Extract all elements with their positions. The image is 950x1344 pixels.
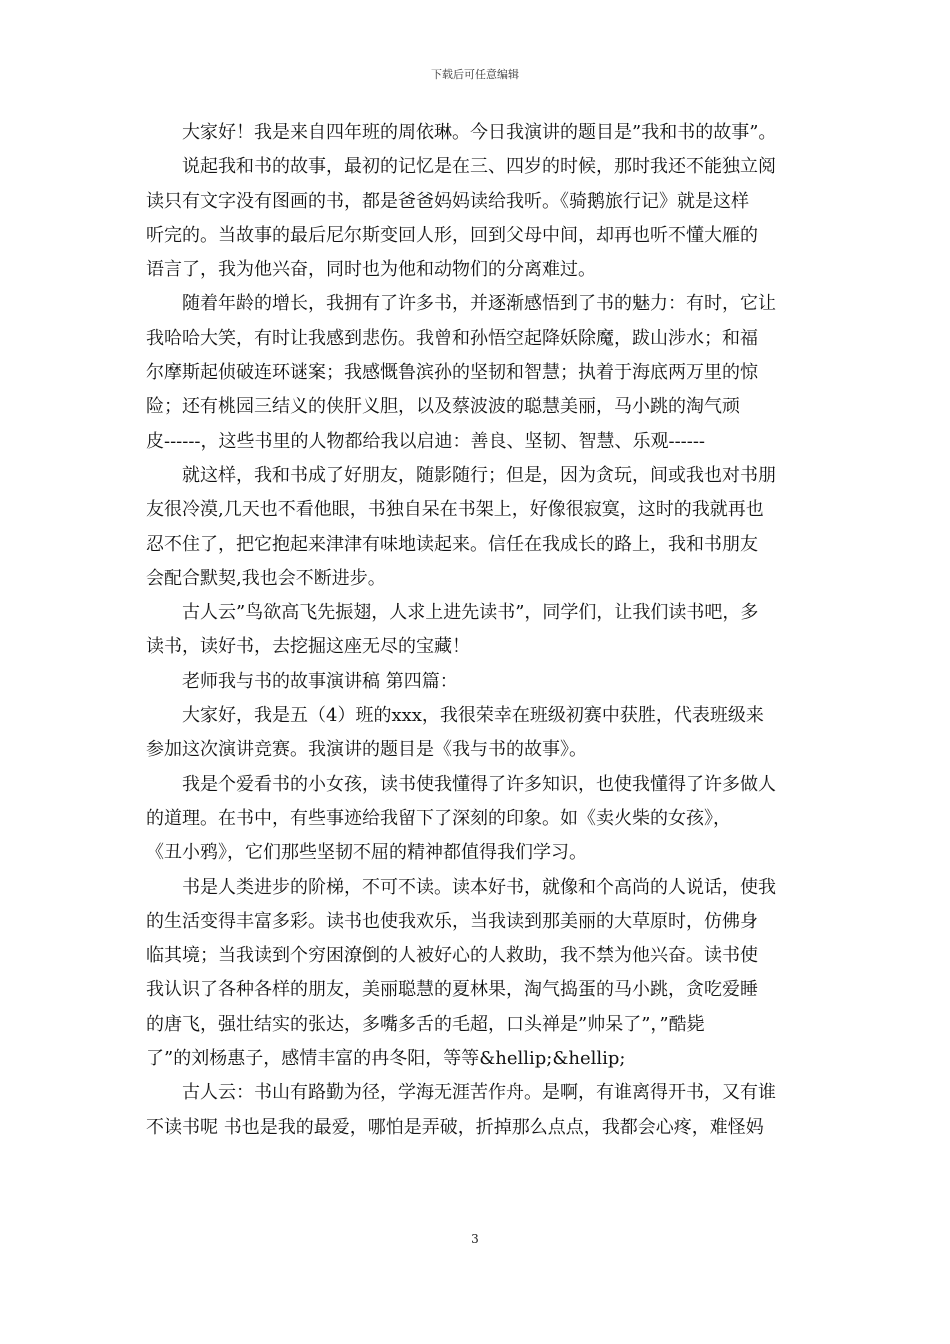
text-line: 听完的。当故事的最后尼尔斯变回人形，回到父母中间，却再也听不懂大雁的 xyxy=(146,224,758,246)
page-number: 3 xyxy=(471,1232,479,1246)
text-line: 了”的刘杨惠子，感情丰富的冉冬阳，等等&hellip;&hellip; xyxy=(146,1048,626,1070)
text-line: 《丑小鸦》，它们那些坚韧不屈的精神都值得我们学习。 xyxy=(146,842,587,864)
text-line: 我认识了各种各样的朋友，美丽聪慧的夏林果，淘气捣蛋的马小跳，贪吃爱睡 xyxy=(146,979,758,1001)
text-line: 皮------，这些书里的人物都给我以启迪：善良、坚韧、智慧、乐观------ xyxy=(146,430,705,452)
text-line: 的唐飞，强壮结实的张达，多嘴多舌的毛超，口头禅是”帅呆了”，”酷毙 xyxy=(146,1013,705,1035)
document-body xyxy=(146,116,810,1145)
text-line: 我哈哈大笑，有时让我感到悲伤。我曾和孙悟空起降妖除魔，跋山涉水；和福 xyxy=(146,327,758,349)
text-line: 的生活变得丰富多彩。读书也使我欢乐，当我读到那美丽的大草原时，仿佛身 xyxy=(146,910,758,932)
text-line: 友很冷漠,几天也不看他眼，书独自呆在书架上，好像很寂寞，这时的我就再也 xyxy=(146,499,764,521)
text-line: 会配合默契,我也会不断进步。 xyxy=(146,567,386,589)
text-line: 我是个爱看书的小女孩，读书使我懂得了许多知识，也使我懂得了许多做人 xyxy=(146,773,776,795)
text-line: 尔摩斯起侦破连环谜案；我感慨鲁滨孙的坚韧和智慧；执着于海底两万里的惊 xyxy=(146,362,758,384)
text-line: 读只有文字没有图画的书，都是爸爸妈妈读给我听。《骑鹅旅行记》就是这样 xyxy=(146,190,749,212)
text-line: 就这样，我和书成了好朋友，随影随行；但是，因为贪玩，间或我也对书朋 xyxy=(146,464,776,486)
text-line: 随着年龄的增长，我拥有了许多书，并逐渐感悟到了书的魅力：有时，它让 xyxy=(146,293,776,315)
text-line: 书是人类进步的阶梯，不可不读。读本好书，就像和个高尚的人说话，使我 xyxy=(146,876,776,898)
text-line: 险；还有桃园三结义的侠肝义胆，以及蔡波波的聪慧美丽，马小跳的淘气顽 xyxy=(146,396,740,418)
text-line: 的道理。在书中，有些事迹给我留下了深刻的印象。如《卖火柴的女孩》， xyxy=(146,807,731,829)
page-header: 下载后可任意编辑 xyxy=(431,68,519,81)
text-line: 大家好，我是五（4）班的xxx，我很荣幸在班级初赛中获胜，代表班级来 xyxy=(146,705,764,727)
text-line: 说起我和书的故事，最初的记忆是在三、四岁的时候，那时我还不能独立阅 xyxy=(146,156,776,178)
text-line: 古人云”鸟欲高飞先振翅，人求上进先读书”，同学们，让我们读书吧，多 xyxy=(146,602,759,624)
text-line: 忍不住了，把它抱起来津津有味地读起来。信任在我成长的路上，我和书朋友 xyxy=(146,533,758,555)
text-line: 参加这次演讲竞赛。我演讲的题目是《我与书的故事》。 xyxy=(146,739,587,761)
text-line: 语言了，我为他兴奋，同时也为他和动物们的分离难过。 xyxy=(146,259,596,281)
text-line: 古人云：书山有路勤为径，学海无涯苦作舟。是啊，有谁离得开书，又有谁 xyxy=(146,1082,776,1104)
text-line: 大家好！我是来自四年班的周依琳。今日我演讲的题目是”我和书的故事”。 xyxy=(146,122,777,143)
text-line: 读书，读好书，去挖掘这座无尽的宝藏！ xyxy=(146,636,470,658)
text-line: 不读书呢 书也是我的最爱，哪怕是弄破，折掉那么点点，我都会心疼，难怪妈 xyxy=(146,1116,764,1138)
text-line: 临其境；当我读到个穷困潦倒的人被好心的人救助，我不禁为他兴奋。读书使 xyxy=(146,945,758,967)
text-line: 老师我与书的故事演讲稿 第四篇： xyxy=(146,670,458,692)
